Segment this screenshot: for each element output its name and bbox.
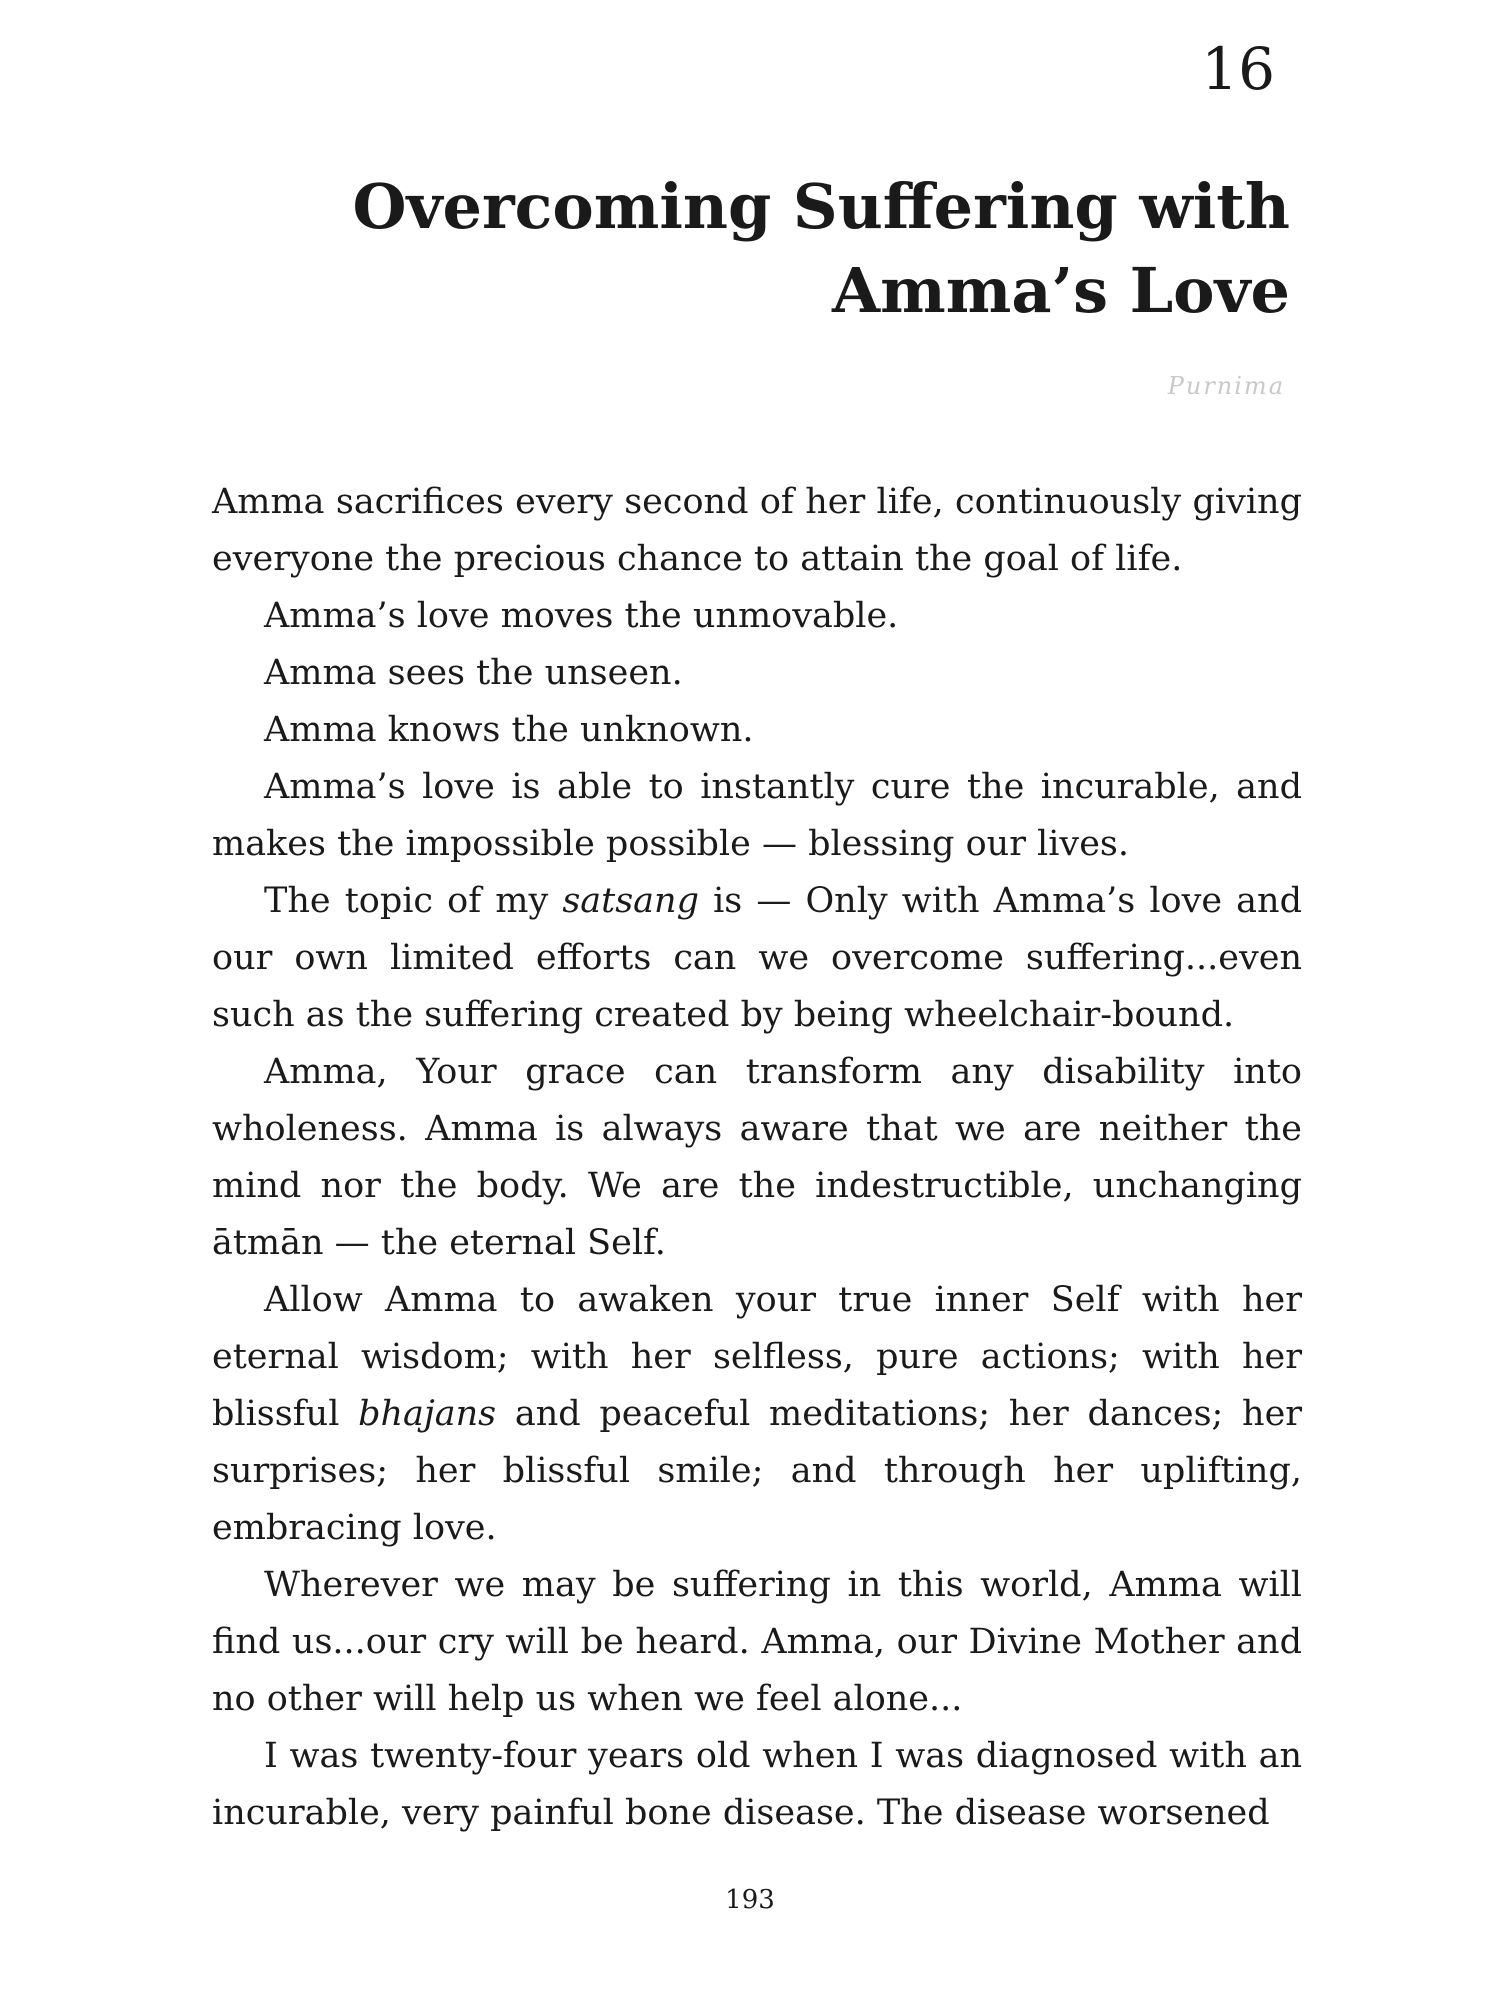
- page-number: 193: [725, 1885, 775, 1915]
- paragraph-8: [212, 1272, 1302, 1557]
- chapter-number: 16: [1201, 35, 1275, 103]
- paragraph-2: Amma’s love moves the unmovable.: [264, 596, 899, 636]
- chapter-title-line-1: Overcoming Suffering with: [352, 170, 1290, 243]
- body-text: [212, 474, 1302, 1842]
- chapter-title-line-2: Amma’s Love: [832, 254, 1290, 327]
- paragraph-6-text-a: The topic of my: [264, 881, 563, 921]
- paragraph-3: Amma sees the unseen.: [264, 653, 683, 693]
- paragraph-6-text-b: is — Only with Amma’s love and our own limited efforts can we overcome suffering...even such as the suffering created by being wheelchair-bound.: [212, 881, 1302, 1035]
- paragraph-8-text-b: and peaceful meditations; her dances; her surprises; her blissful smile; and through her uplifting, embracing love.: [212, 1394, 1303, 1548]
- paragraph-5: Amma’s love is able to instantly cure the incurable, and makes the impossible possible — blessing our lives.: [212, 767, 1302, 864]
- paragraph-8-text-a: Allow Amma to awaken your true inner Self with her eternal wisdom; with her selfless, pure actions; with her blissful: [212, 1280, 1302, 1434]
- paragraph-4: Amma knows the unknown.: [264, 710, 754, 750]
- paragraph-6: [212, 873, 1302, 1044]
- paragraph-8-italic: bhajans: [358, 1394, 497, 1434]
- paragraph-1: Amma sacrifices every second of her life, continuously giving everyone the precious chance to attain the goal of life.: [212, 482, 1302, 579]
- chapter-author: Purnima: [1167, 372, 1285, 400]
- chapter-title: [290, 165, 1290, 333]
- paragraph-7: Amma, Your grace can transform any disability into wholeness. Amma is always aware that we are neither the mind nor the body. We are the indestructible, unchanging ātmān — the eternal Self.: [212, 1052, 1302, 1263]
- paragraph-9: Wherever we may be suffering in this world, Amma will find us...our cry will be heard. Amma, our Divine Mother and no other will help us when we feel alone...: [212, 1565, 1302, 1719]
- paragraph-10: I was twenty-four years old when I was diagnosed with an incurable, very painful bone disease. The disease worsened: [212, 1736, 1302, 1833]
- paragraph-6-italic: satsang: [562, 881, 699, 921]
